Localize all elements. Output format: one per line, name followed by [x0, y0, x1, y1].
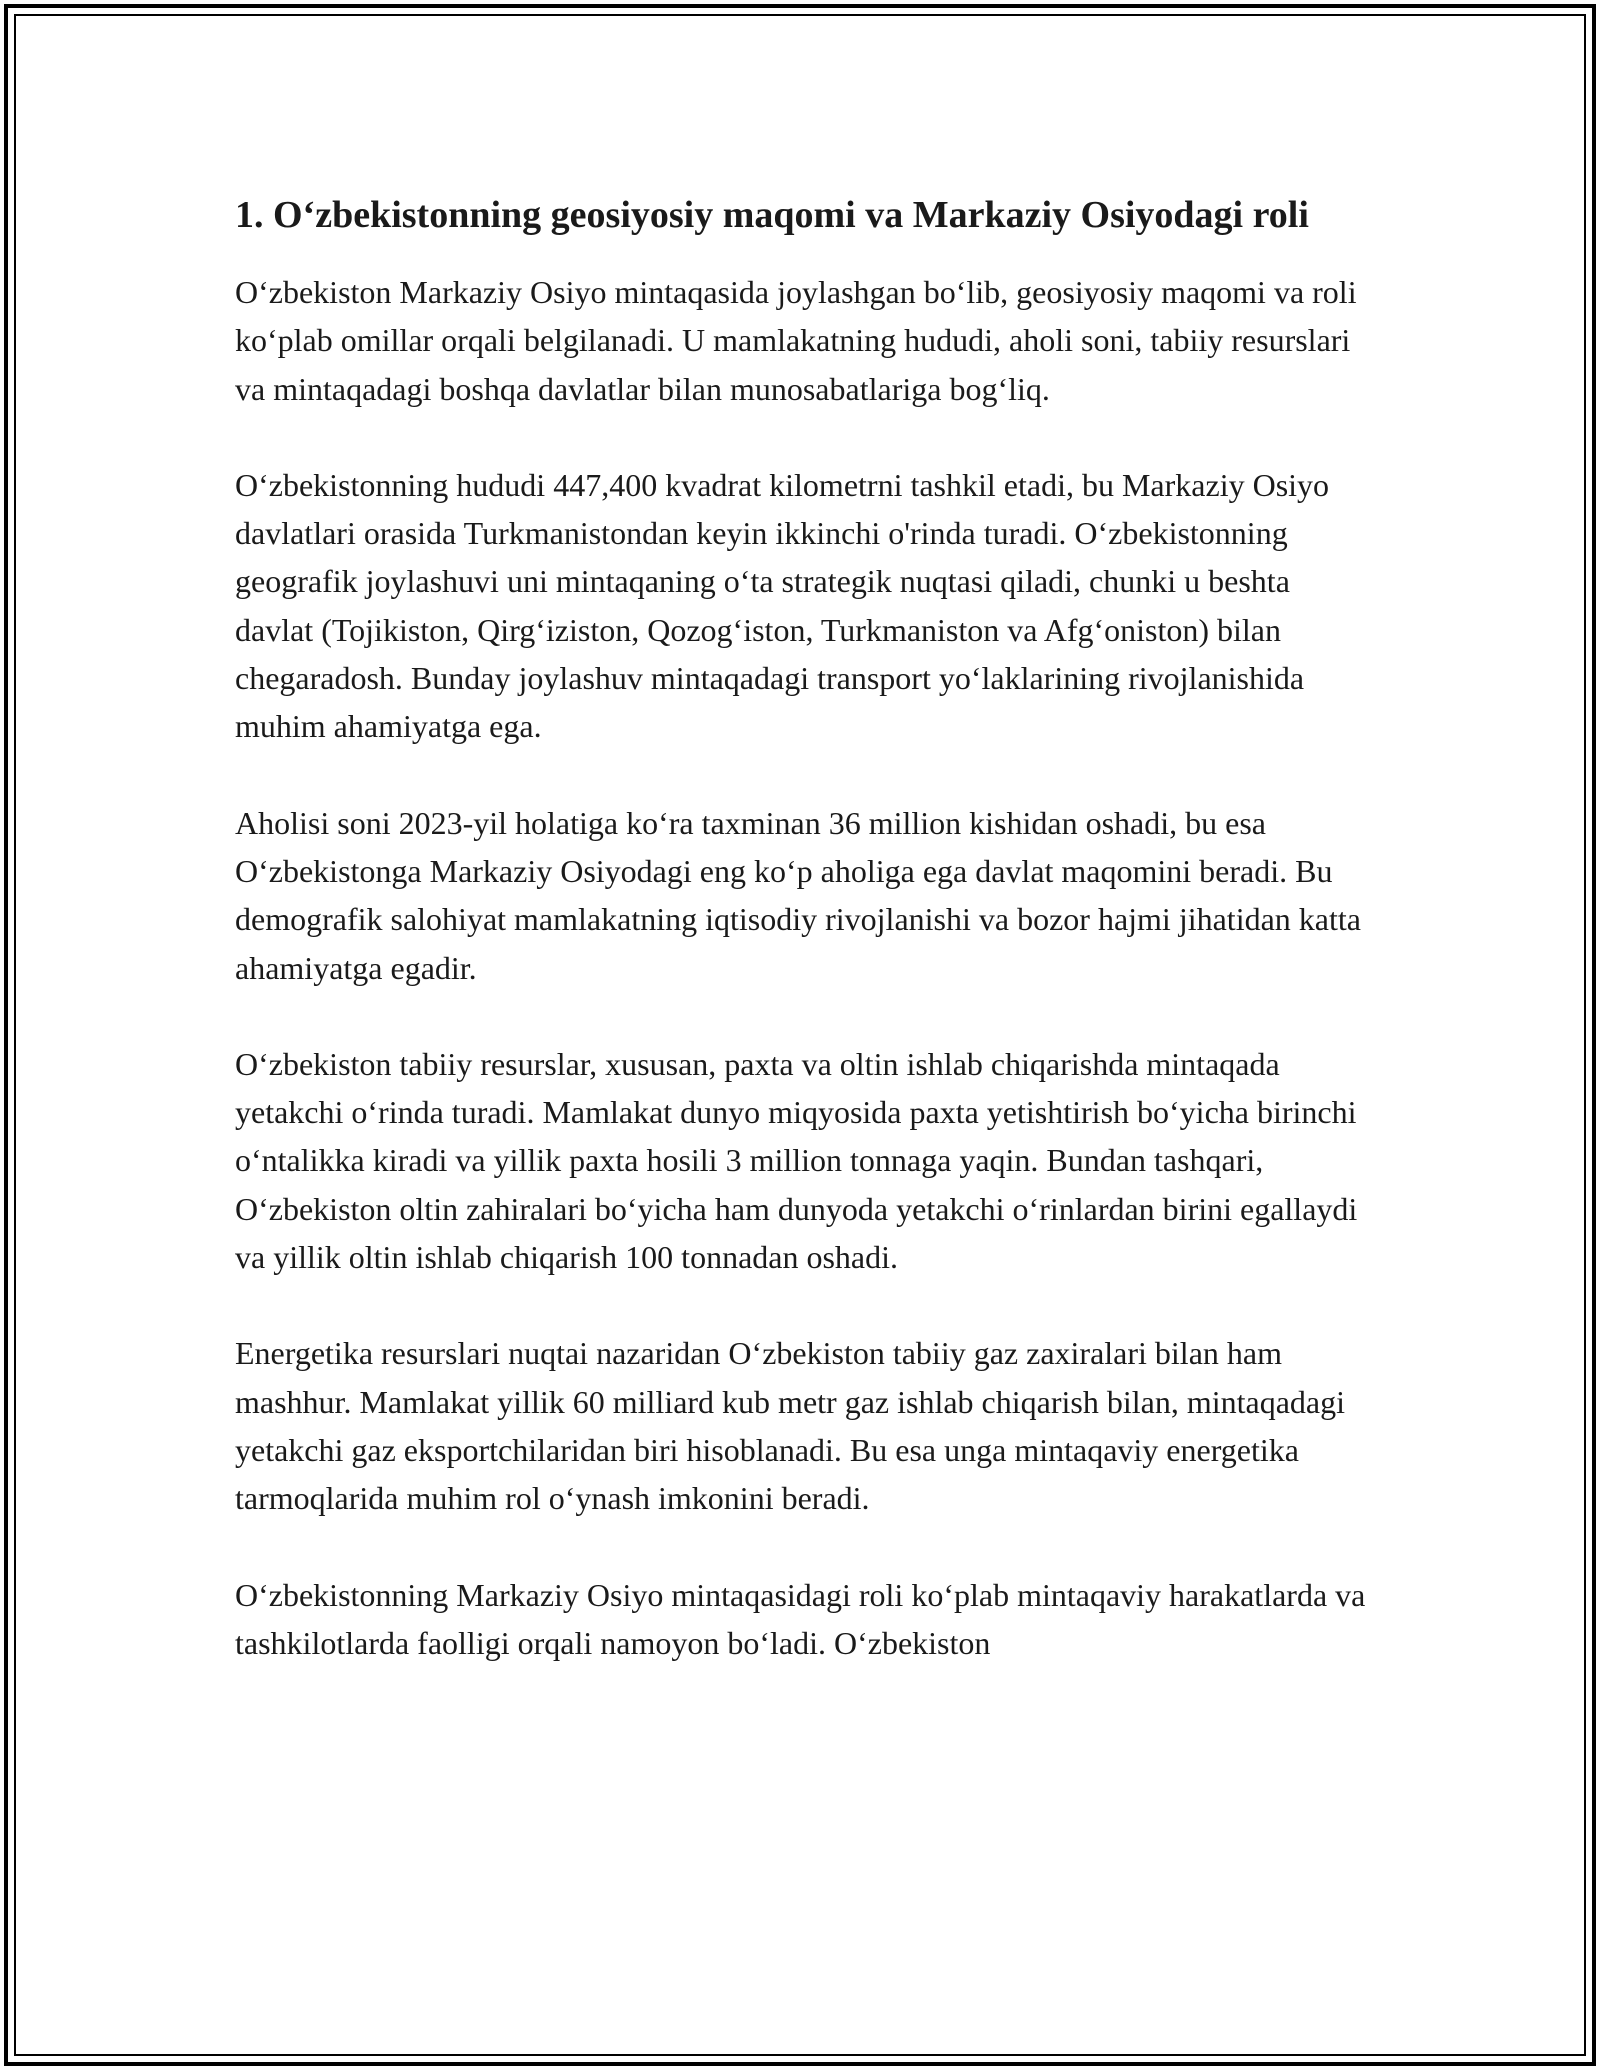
paragraph-6: O‘zbekistonning Markaziy Osiyo mintaqasidagi roli ko‘plab mintaqaviy harakatlarda va tashkilotlarda faolligi orqali namoyon bo‘ladi. O‘zbekiston: [235, 1576, 1366, 1661]
section-title: 1. O‘zbekistonning geosiyosiy maqomi va Markaziy Osiyodagi roli: [235, 194, 1309, 236]
paragraph-3: Aholisi soni 2023-yil holatiga ko‘ra taxminan 36 million kishidan oshadi, bu esa O‘zbekistonga Markaziy Osiyodagi eng ko‘p aholiga ega davlat maqomini beradi. Bu demografik salohiyat mamlakatning iqtisodiy rivojlanishi va bozor hajmi jihatidan katta ahamiyatga egadir.: [235, 804, 1361, 986]
paragraph-4: O‘zbekiston tabiiy resurslar, xususan, paxta va oltin ishlab chiqarishda mintaqada yetakchi o‘rinda turadi. Mamlakat dunyo miqyosida paxta yetishtirish bo‘yicha birinchi o‘ntalikka kiradi va yillik paxta hosili 3 million tonnaga yaqin. Bundan tashqari, O‘zbekiston oltin zahiralari bo‘yicha ham dunyoda yetakchi o‘rinlardan birini egallaydi va yillik oltin ishlab chiqarish 100 tonnadan oshadi.: [235, 1045, 1358, 1276]
paragraph-5: Energetika resurslari nuqtai nazaridan O‘zbekiston tabiiy gaz zaxiralari bilan ham mashhur. Mamlakat yillik 60 milliard kub metr gaz ishlab chiqarish bilan, mintaqadagi yetakchi gaz eksportchilaridan biri hisoblanadi. Bu esa unga mintaqaviy energetika tarmoqlarida muhim rol o‘ynash imkonini beradi.: [235, 1335, 1345, 1517]
paragraph-1: O‘zbekiston Markaziy Osiyo mintaqasida joylashgan bo‘lib, geosiyosiy maqomi va roli ko‘plab omillar orqali belgilanadi. U mamlakatning hududi, aholi soni, tabiiy resurslari va mintaqadagi boshqa davlatlar bilan munosabatlariga bog‘liq.: [235, 274, 1357, 407]
document-body: [235, 188, 1375, 1715]
paragraph-2: O‘zbekistonning hududi 447,400 kvadrat kilometrni tashkil etadi, bu Markaziy Osiyo davlatlari orasida Turkmanistondan keyin ikkinchi o'rinda turadi. O‘zbekistonning geografik joylashuvi uni mintaqaning o‘ta strategik nuqtasi qiladi, chunki u beshta davlat (Tojikiston, Qirg‘iziston, Qozog‘iston, Turkmaniston va Afg‘oniston) bilan chegaradosh. Bunday joylashuv mintaqadagi transport yo‘laklarining rivojlanishida muhim ahamiyatga ega.: [235, 466, 1330, 745]
